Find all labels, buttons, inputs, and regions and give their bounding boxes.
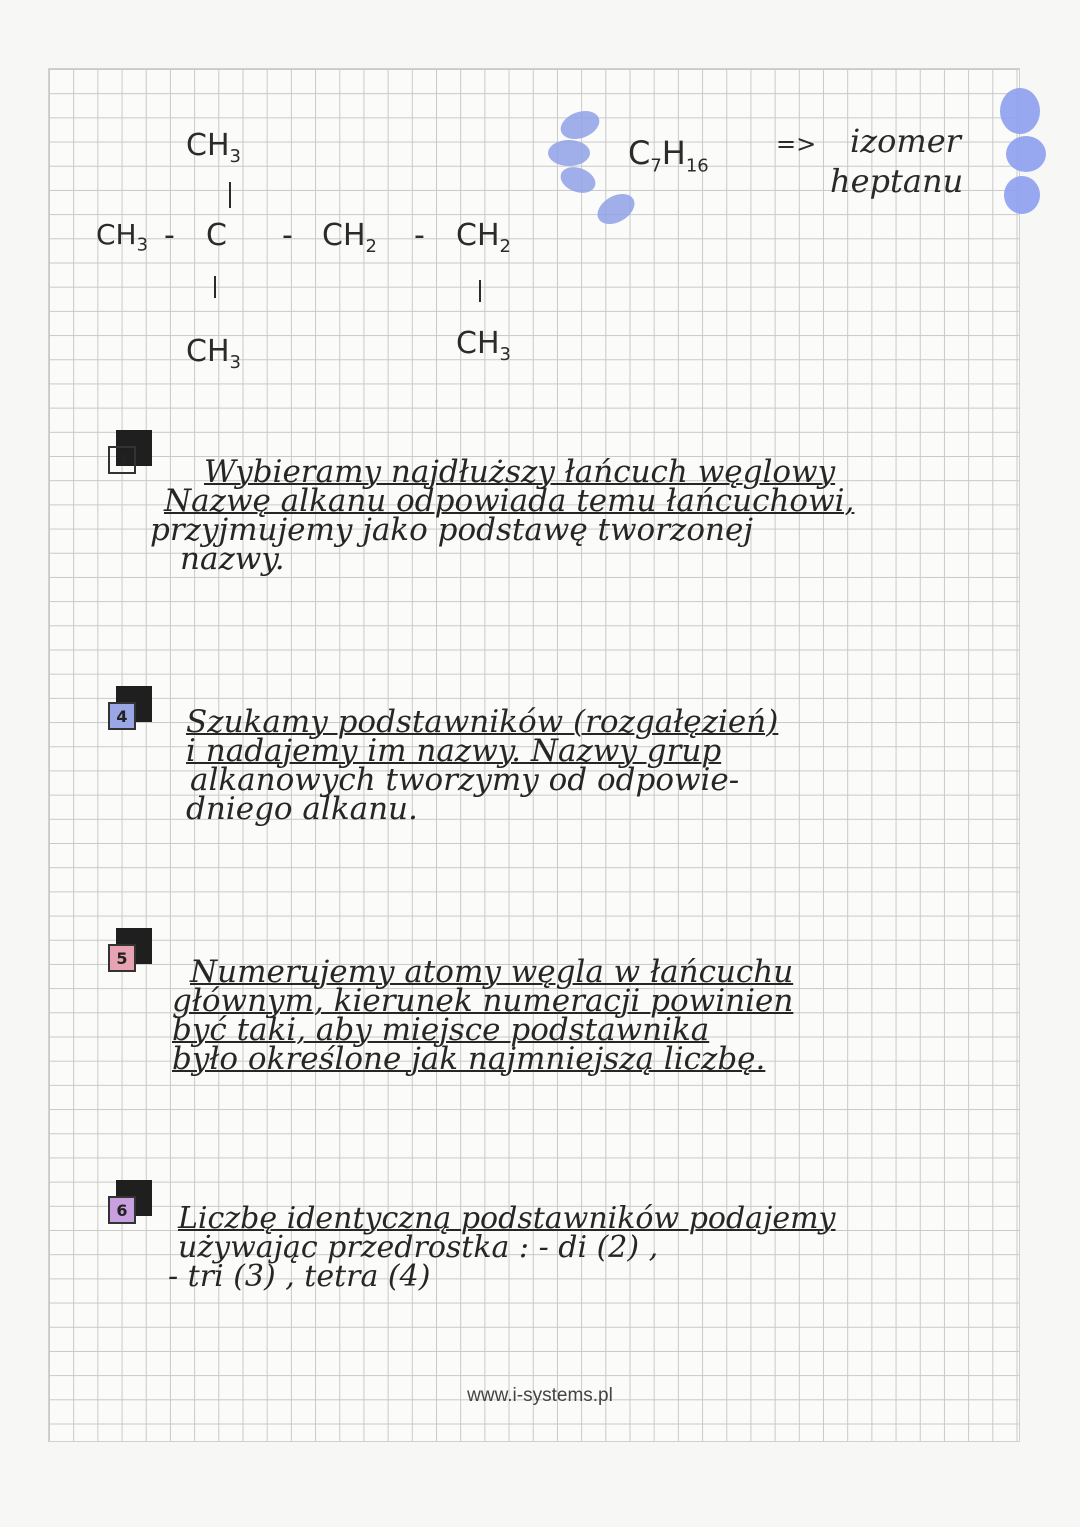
- decor-blob: [1000, 88, 1040, 134]
- isomer-label: izomer: [850, 122, 961, 160]
- text-line: było określone jak najmniejszą liczbę.: [172, 1041, 766, 1077]
- text-line: Liczbę identyczną podstawników podajemy: [178, 1201, 836, 1236]
- molecular-formula: $C_7H_{16}$: [628, 134, 709, 177]
- bond-dash: -: [282, 218, 293, 253]
- heptane-label: heptanu: [830, 162, 964, 200]
- text-line: alkanowych tworzymy od odpowie-: [190, 762, 740, 798]
- step-number: 6: [108, 1196, 136, 1224]
- text-line: i nadajemy im nazwy. Nazwy grup: [186, 733, 722, 769]
- bottom-right-ch3-group: $CH_3$: [456, 326, 511, 365]
- step-3-text: [150, 454, 855, 577]
- text-line: Wybieramy najdłuższy łańcuch węglowy: [204, 454, 836, 490]
- main-chain-ch3: $CH_3$: [96, 218, 149, 256]
- step-3-badge: [108, 430, 152, 474]
- step-6-text: [168, 1201, 836, 1294]
- bond-vertical: [479, 280, 481, 302]
- text-line: przyjmujemy jako podstawę tworzonej: [150, 512, 753, 548]
- arrow: =>: [776, 130, 817, 158]
- ch2-group: $CH_2$: [456, 218, 511, 257]
- quaternary-carbon: C: [206, 218, 227, 253]
- decor-blob: [548, 140, 590, 166]
- step-6-badge: [108, 1180, 152, 1224]
- step-4-text: [186, 704, 779, 827]
- text-line: głównym, kierunek numeracji powinien: [172, 983, 794, 1019]
- bond-dash: -: [414, 218, 425, 253]
- text-line: Szukamy podstawników (rozgałęzień): [186, 704, 779, 740]
- text-line: Nazwę alkanu odpowiada temu łańcuchowi,: [164, 483, 855, 519]
- text-line: być taki, aby miejsce podstawnika: [172, 1012, 710, 1048]
- step-number: 3: [108, 446, 136, 474]
- step-4-badge: [108, 686, 152, 730]
- bond-vertical: [214, 276, 216, 298]
- decor-blob: [1006, 136, 1046, 172]
- top-ch3-group: $CH_3$: [186, 128, 241, 167]
- text-line: używając przedrostka : - di (2) ,: [178, 1230, 659, 1265]
- bottom-ch3-group: $CH_3$: [186, 334, 241, 373]
- bond-dash: -: [164, 218, 175, 253]
- step-5-badge: [108, 928, 152, 972]
- text-line: - tri (3) , tetra (4): [168, 1259, 431, 1294]
- bond-vertical: [229, 182, 231, 208]
- ch2-group: $CH_2$: [322, 218, 377, 257]
- step-number: 4: [108, 702, 136, 730]
- step-5-text: [172, 954, 794, 1077]
- source-watermark: www.i-systems.pl: [467, 1385, 613, 1406]
- text-line: dniego alkanu.: [186, 791, 418, 827]
- text-line: Numerujemy atomy węgla w łańcuchu: [190, 954, 794, 990]
- text-line: nazwy.: [180, 541, 285, 577]
- step-number: 5: [108, 944, 136, 972]
- decor-blob: [1004, 176, 1040, 214]
